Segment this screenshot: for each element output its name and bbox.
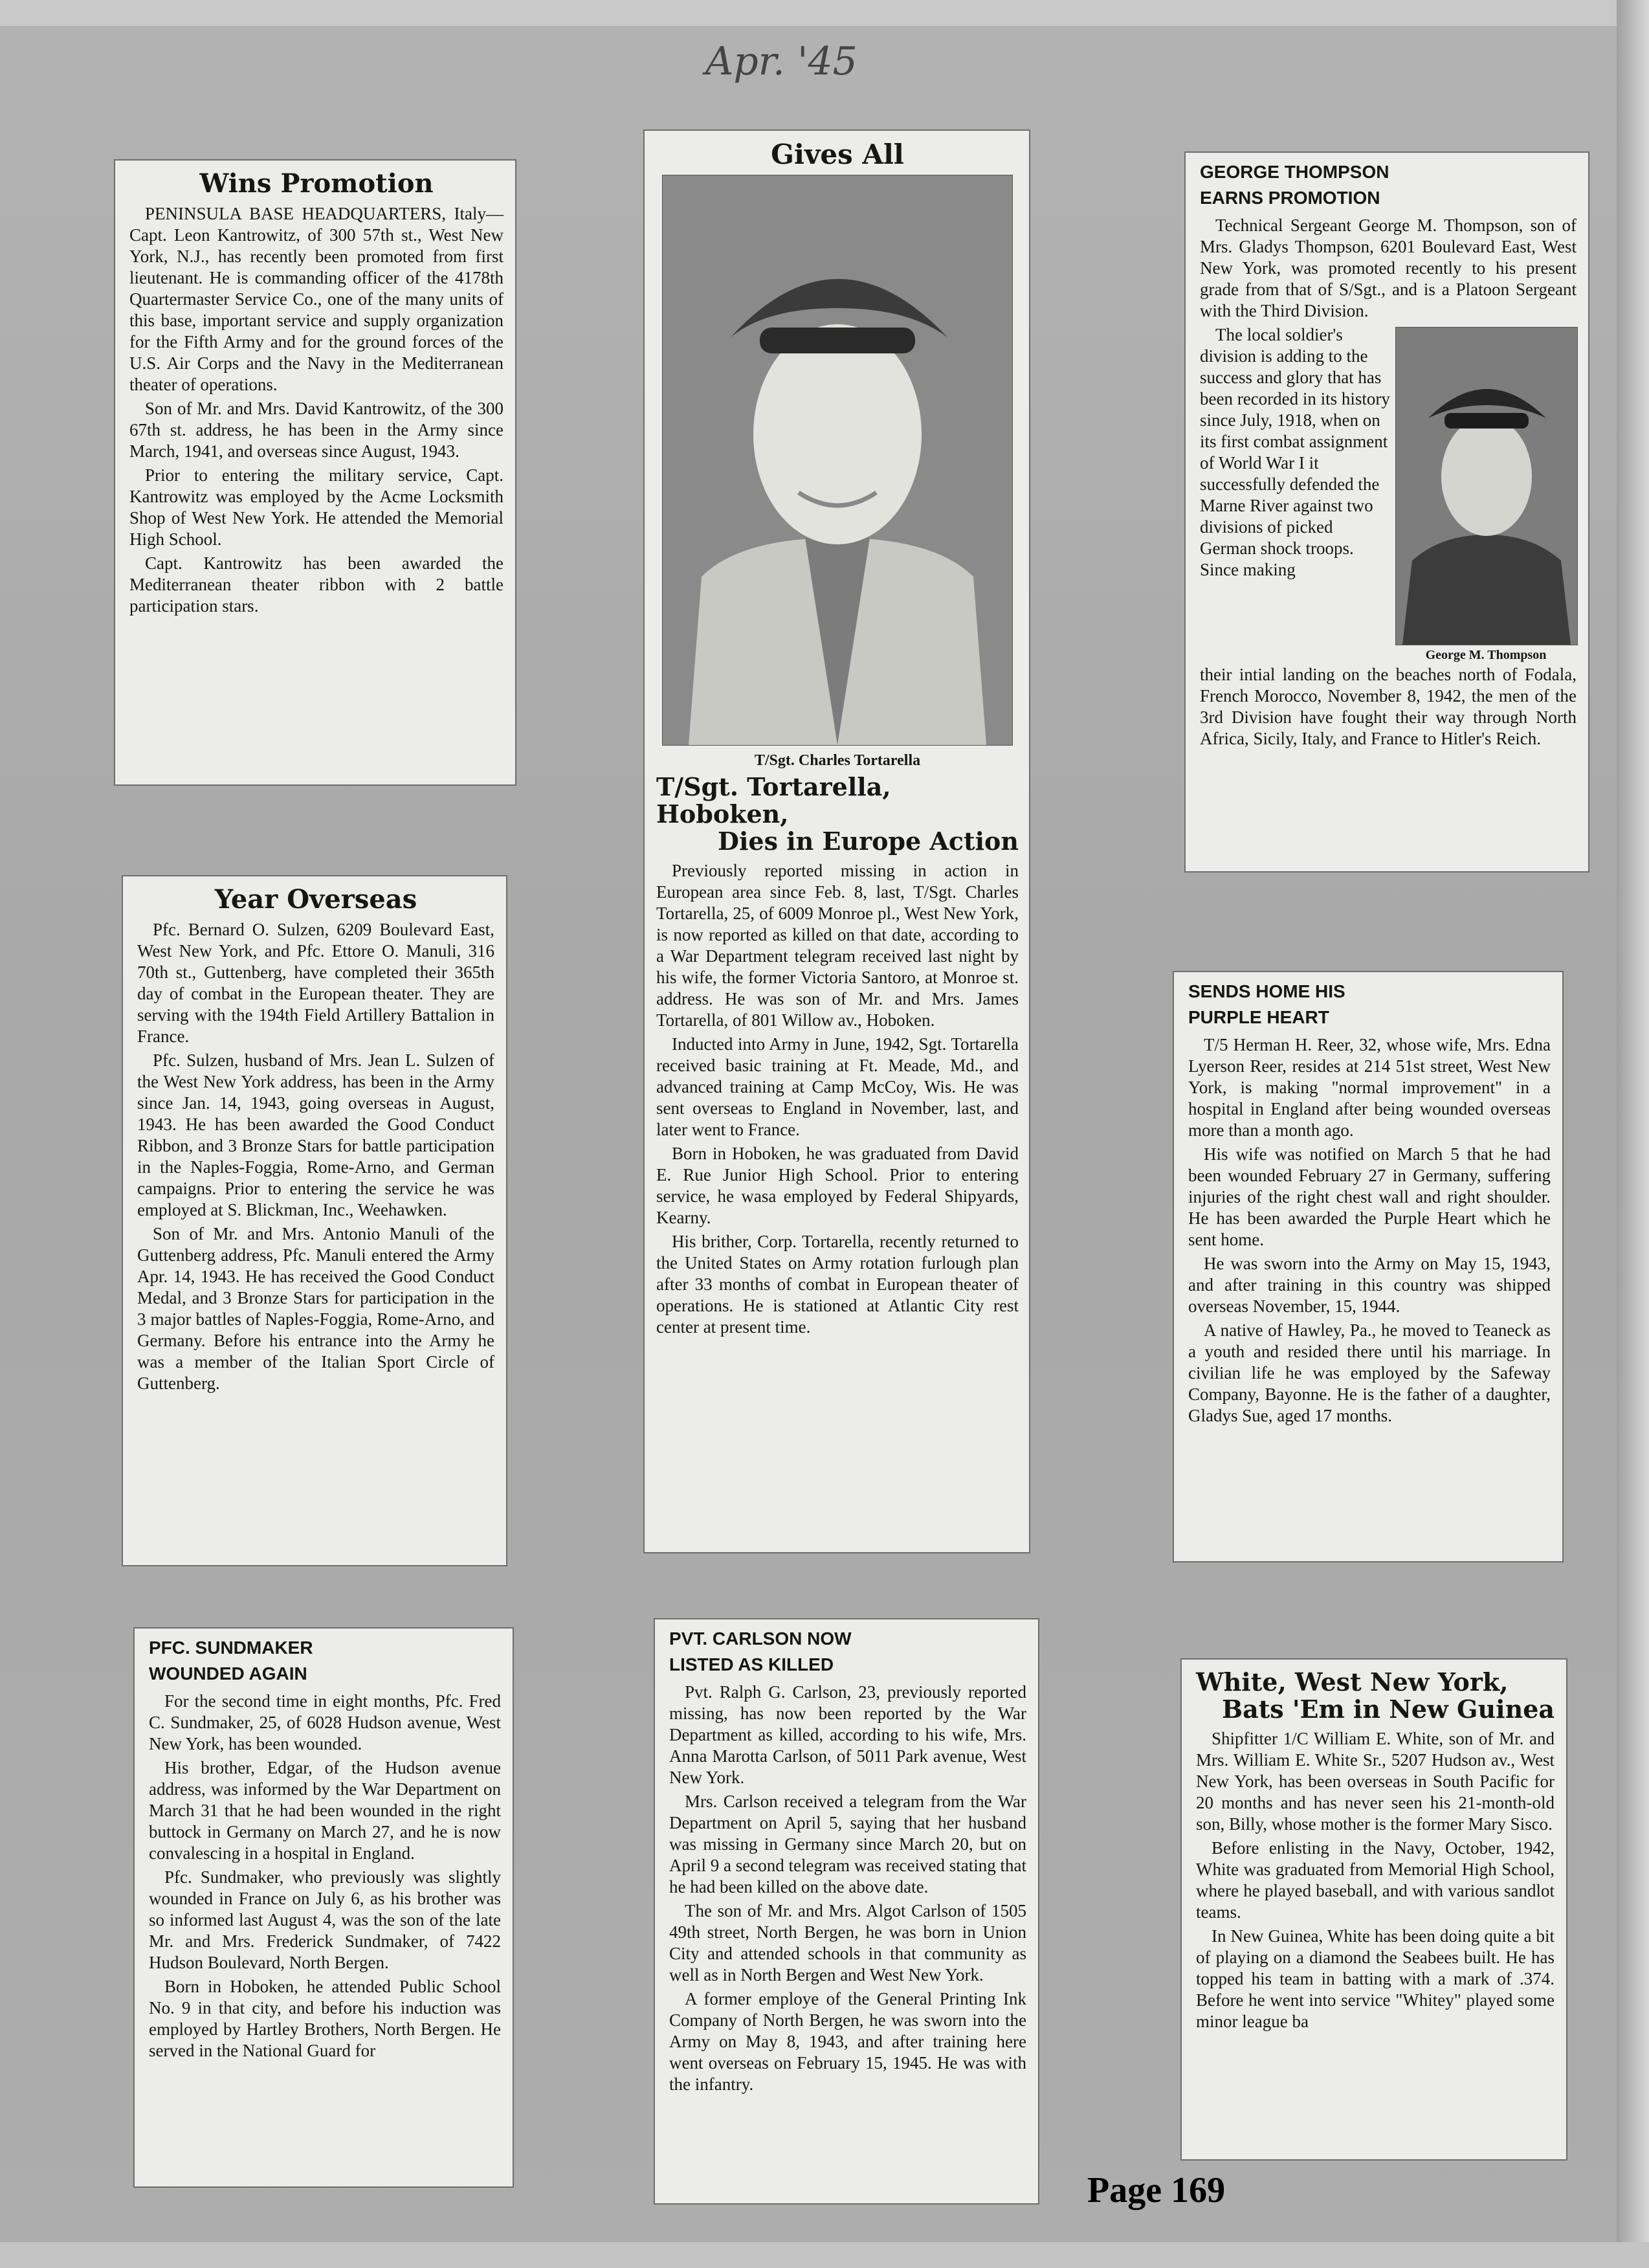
clipping-headline: GEORGE THOMPSON — [1200, 162, 1389, 182]
clipping-headline: WOUNDED AGAIN — [149, 1663, 307, 1684]
photo-caption: George M. Thompson — [1425, 648, 1547, 663]
clipping-paragraph: Pfc. Sulzen, husband of Mrs. Jean L. Sulzen of the West New York address, has been in the Army since Jan. 14, 1943, going overseas in August, 1943. He has been awarded the Good Conduct Ribbon, and 3 Bronze Stars for battle participation in the Naples-Foggia, Rome-Arno, and German campaigns. Prior to entering the service he was employed at S. Blickman, Inc., Weehawken. — [137, 1051, 494, 1219]
clipping-headline: EARNS PROMOTION — [1200, 188, 1380, 208]
clipping-paragraph: Shipfitter 1/C William E. White, son of Mr. and Mrs. William E. White Sr., 5207 Hudson av., West New York, has been overseas in South Pacific for 20 months and has never seen his 21-month-old son, Billy, whose mother is the former Mary Sisco. — [1196, 1728, 1555, 1834]
clipping-paragraph: Prior to entering the military service, Capt. Kantrowitz was employed by the Acme Locksmith Shop of West New York. He attended the Memorial High School. — [129, 465, 504, 549]
clipping-headline: Wins Promotion — [199, 168, 434, 199]
clipping-headline: White, West New York, — [1196, 1667, 1509, 1696]
thompson-photo-block — [1395, 327, 1577, 663]
clipping-paragraph: A native of Hawley, Pa., he moved to Teaneck as a youth and resided there until his marriage. In civilian life he was employed by the Safeway Company, Bayonne. He is the father of a daughter, Gladys Sue, aged 17 months. — [1188, 1320, 1551, 1426]
clipping-gives-all — [643, 129, 1030, 1553]
clipping-paragraph: The local soldier's division is adding to the success and glory that has been recorded in its history since July, 1918, when on its first combat assignment of World War I it successfully defended the Marne River against two divisions of picked German shock troops. Since making — [1200, 325, 1390, 580]
clipping-paragraph: Born in Hoboken, he was graduated from David E. Rue Junior High School. Prior to entering service, he wasa employed by Federal Shipyards, Kearny. — [656, 1143, 1019, 1227]
clipping-headline: Bats 'Em in New Guinea — [1221, 1694, 1555, 1724]
clipping-paragraph: He was sworn into the Army on May 15, 1943, and after training in this country was shipped overseas November, 15, 1944. — [1188, 1254, 1551, 1317]
portrait-silhouette — [1396, 328, 1577, 645]
clipping-paragraph: The son of Mr. and Mrs. Algot Carlson of 1505 49th street, North Bergen, he was born in Union City and attended schools in that community as well as in North Bergen and West New York. — [669, 1901, 1026, 1985]
clipping-headline: PURPLE HEART — [1188, 1007, 1329, 1028]
clipping-paragraph: Before enlisting in the Navy, October, 1942, White was graduated from Memorial High School, where he played baseball, and with various sandlot teams. — [1196, 1838, 1555, 1922]
handwritten-date-note: Apr. '45 — [705, 39, 858, 84]
clipping-paragraph: Previously reported missing in action in European area since Feb. 8, last, T/Sgt. Charles Tortarella, 25, of 6009 Monroe pl., West New York, is now reported as killed on that date, according to a War Department telegram received last night by his wife, the former Victoria Santoro, at Monroe st. address. He was son of Mr. and Mrs. James Tortarella, of 801 Willow av., Hoboken. — [656, 860, 1019, 1030]
clipping-paragraph: PENINSULA BASE HEADQUARTERS, Italy—Capt. Leon Kantrowitz, of 300 57th st., West New York, N.J., has recently been promoted from first lieutenant. He is commanding officer of the 4178th Quartermaster Service Co., one of the many units of this base, important service and supply organization for the Fifth Army and for the ground forces of the U.S. Air Corps and the Navy in the Mediterranean theater of operations. — [129, 204, 504, 394]
clipping-paragraph: His wife was notified on March 5 that he had been wounded February 27 in Germany, suffering injuries of the right chest wall and right shoulder. He has been awarded the Purple Heart which he sent home. — [1188, 1144, 1551, 1250]
soldier-portrait-photo — [662, 175, 1013, 746]
clipping-paragraph: In New Guinea, White has been doing quite a bit of playing on a diamond the Seabees built. He has topped his team in batting with a mark of .374. Before he went into service "Whitey" played some minor league ba — [1196, 1926, 1555, 2031]
page-top-edge — [0, 0, 1649, 26]
page-bottom-edge — [0, 2242, 1649, 2268]
soldier-portrait-photo — [1395, 327, 1578, 645]
portrait-silhouette — [663, 175, 1012, 745]
clipping-white-new-guinea — [1180, 1658, 1567, 2161]
clipping-subhead: T/Sgt. Tortarella, Hoboken, — [656, 772, 891, 828]
page-number: Page 169 — [1087, 2170, 1226, 2210]
clipping-sends-home-purple-heart — [1173, 971, 1564, 1562]
clipping-paragraph: A former employe of the General Printing Ink Company of North Bergen, he was sworn into the Army on May 8, 1943, and after training here went overseas on February 15, 1945. He was with the infantry. — [669, 1989, 1026, 2095]
clipping-pfc-sundmaker — [133, 1627, 514, 2188]
clipping-headline: PFC. SUNDMAKER — [149, 1638, 313, 1658]
clipping-year-overseas — [122, 875, 507, 1566]
photo-caption: T/Sgt. Charles Tortarella — [754, 752, 921, 770]
clipping-paragraph: Mrs. Carlson received a telegram from the War Department on April 5, saying that her husband was missing in Germany since March 20, but on April 9 a second telegram was received stating that he had been killed on the above date. — [669, 1792, 1026, 1897]
clipping-paragraph: Pfc. Sundmaker, who previously was slightly wounded in France on July 6, as his brother was so informed last August 4, was the son of the late Mr. and Mrs. Frederick Sundmaker, of 7422 Hudson Boulevard, North Bergen. — [149, 1867, 501, 1973]
clipping-headline: SENDS HOME HIS — [1188, 981, 1345, 1001]
clipping-george-thompson — [1184, 151, 1589, 873]
clipping-headline: Gives All — [771, 139, 904, 170]
clipping-paragraph: their intial landing on the beaches north of Fodala, French Morocco, November 8, 1942, the men of the 3rd Division have fought their way through North Africa, Sicily, Italy, and France to Hitler's Reich. — [1200, 665, 1577, 749]
clipping-subhead: Dies in Europe Action — [718, 826, 1019, 856]
clipping-paragraph: Pfc. Bernard O. Sulzen, 6209 Boulevard East, West New York, and Pfc. Ettore O. Manuli, 316 70th st., Guttenberg, have completed their 365th day of combat in the European theater. They are serving with the 194th Field Artillery Battalion in France. — [137, 920, 494, 1046]
clipping-paragraph: Technical Sergeant George M. Thompson, son of Mrs. Gladys Thompson, 6201 Boulevard East, West New York, was promoted recently to his present grade from that of S/Sgt., and is a Platoon Sergeant with the Third Division. — [1200, 216, 1577, 321]
clipping-wins-promotion — [114, 159, 516, 786]
clipping-paragraph: His brother, Edgar, of the Hudson avenue address, was informed by the War Department on March 31 that he had been wounded in the right buttock in Germany on March 27, and he is now convalescing in a hospital in England. — [149, 1758, 501, 1863]
clipping-paragraph: For the second time in eight months, Pfc. Fred C. Sundmaker, 25, of 6028 Hudson avenue, West New York, has been wounded. — [149, 1691, 501, 1754]
clipping-paragraph: His brither, Corp. Tortarella, recently returned to the United States on Army rotation furlough plan after 33 months of combat in European theater of operations. He is stationed at Atlantic City rest center at present time. — [656, 1231, 1019, 1337]
clipping-paragraph: Capt. Kantrowitz has been awarded the Mediterranean theater ribbon with 2 battle participation stars. — [129, 553, 504, 616]
clipping-pvt-carlson — [654, 1618, 1039, 2205]
clipping-headline: PVT. CARLSON NOW — [669, 1629, 852, 1649]
page-right-edge — [1617, 0, 1649, 2268]
clipping-paragraph: T/5 Herman H. Reer, 32, whose wife, Mrs. Edna Lyerson Reer, resides at 214 51st street, West New York, is making "normal improvement" in a hospital in England after being wounded overseas more than a month ago. — [1188, 1035, 1551, 1140]
clipping-paragraph: Son of Mr. and Mrs. Antonio Manuli of the Guttenberg address, Pfc. Manuli entered the Army Apr. 14, 1943. He has received the Good Conduct Medal, and 3 Bronze Stars for participation in the 3 major battles of Naples-Foggia, Rome-Arno, and Germany. Before his entrance into the Army he was a member of the Italian Sport Circle of Guttenberg. — [137, 1224, 494, 1393]
clipping-paragraph: Son of Mr. and Mrs. David Kantrowitz, of the 300 67th st. address, he has been in the Army since March, 1941, and overseas since August, 1943. — [129, 399, 504, 461]
clipping-paragraph: Born in Hoboken, he attended Public School No. 9 in that city, and before his induction was employed by Hartley Brothers, North Bergen. He served in the National Guard for — [149, 1977, 501, 2061]
clipping-headline: LISTED AS KILLED — [669, 1654, 834, 1675]
clipping-headline: Year Overseas — [214, 884, 417, 915]
clipping-paragraph: Inducted into Army in June, 1942, Sgt. Tortarella received basic training at Ft. Meade, Md., and advanced training at Camp McCoy, Wis. He was sent overseas to England in November, last, and later went to France. — [656, 1034, 1019, 1139]
clipping-paragraph: Pvt. Ralph G. Carlson, 23, previously reported missing, has now been reported by the War Department as killed, according to his wife, Mrs. Anna Marotta Carlson, of 5011 Park avenue, West New York. — [669, 1682, 1026, 1788]
